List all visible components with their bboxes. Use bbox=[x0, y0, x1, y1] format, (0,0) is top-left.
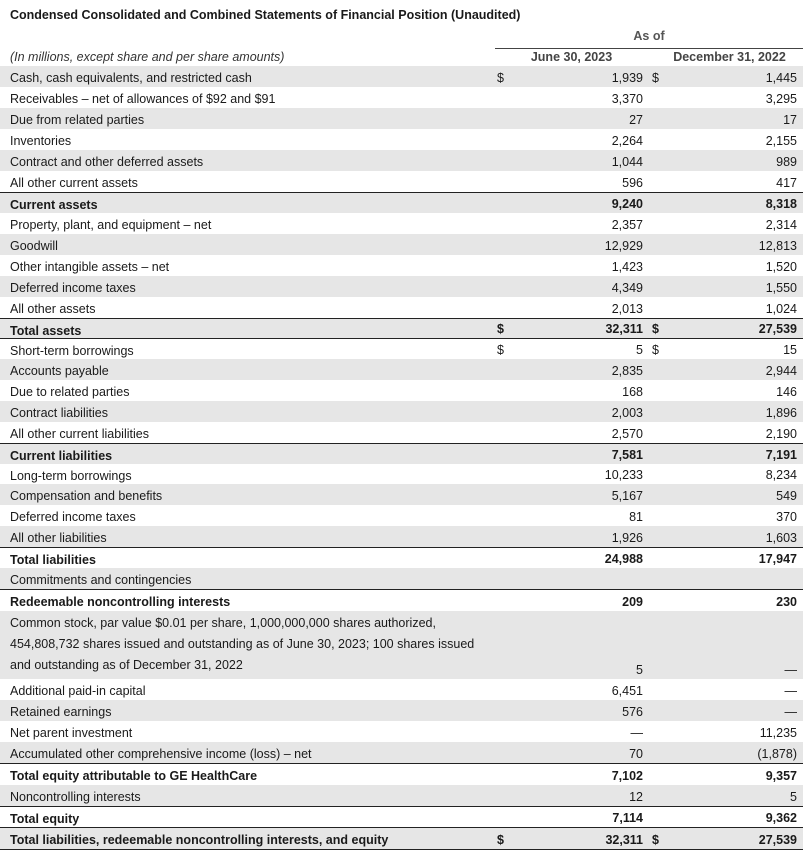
currency-symbol-june: $ bbox=[497, 322, 504, 336]
row-values bbox=[0, 466, 803, 482]
row-label: Deferred income taxes bbox=[10, 281, 136, 295]
currency-symbol-dec: $ bbox=[652, 322, 659, 336]
row-label: Redeemable noncontrolling interests bbox=[10, 595, 231, 609]
row-values bbox=[0, 593, 803, 609]
row-label: Accounts payable bbox=[10, 364, 109, 378]
value-june-2023: 12 bbox=[629, 790, 643, 804]
currency-symbol-dec: $ bbox=[652, 71, 659, 85]
row-values bbox=[0, 341, 803, 357]
currency-symbol-june: $ bbox=[497, 833, 504, 847]
row-label: Deferred income taxes bbox=[10, 510, 136, 524]
value-dec-2022: 27,539 bbox=[758, 833, 797, 847]
table-row bbox=[0, 785, 803, 806]
row-label: Long-term borrowings bbox=[10, 469, 132, 483]
row-label: All other current liabilities bbox=[10, 427, 149, 441]
value-dec-2022: 11,235 bbox=[759, 726, 797, 740]
value-june-2023: 2,264 bbox=[611, 134, 643, 148]
row-values bbox=[0, 216, 803, 232]
row-values bbox=[0, 69, 803, 85]
value-dec-2022: 3,295 bbox=[765, 92, 797, 106]
currency-symbol-june: $ bbox=[497, 71, 504, 85]
row-values bbox=[0, 404, 803, 420]
value-june-2023: 576 bbox=[622, 705, 643, 719]
value-june-2023: 4,349 bbox=[611, 281, 643, 295]
row-label: Receivables – net of allowances of $92 and $91 bbox=[10, 92, 276, 106]
row-values bbox=[0, 279, 803, 295]
row-values bbox=[0, 767, 803, 783]
row-values bbox=[0, 132, 803, 148]
row-label: Cash, cash equivalents, and restricted cash bbox=[10, 71, 252, 85]
value-dec-2022: — bbox=[784, 684, 797, 698]
row-values bbox=[0, 703, 803, 719]
row-label: Compensation and benefits bbox=[10, 489, 163, 503]
row-values bbox=[0, 174, 803, 190]
value-dec-2022: 2,944 bbox=[765, 364, 797, 378]
row-label: Noncontrolling interests bbox=[10, 790, 141, 804]
column-header-june-2023: June 30, 2023 bbox=[530, 50, 613, 64]
column-header-dec-2022: December 31, 2022 bbox=[673, 50, 786, 64]
table-row bbox=[0, 234, 803, 255]
row-label: Current assets bbox=[10, 198, 98, 212]
statement-title: Condensed Consolidated and Combined Statements of Financial Position (Unaudited) bbox=[10, 8, 521, 22]
row-values bbox=[0, 362, 803, 378]
table-row bbox=[0, 547, 803, 568]
row-label: Total liabilities bbox=[10, 553, 96, 567]
row-label: Common stock, par value $0.01 per share, 1,000,000,000 shares authorized, 454,808,732 shares issued and outstanding as of June 30, 2023; 100 shares issued and outstanding as of December 31, 2022 bbox=[10, 616, 475, 672]
value-june-2023: 32,311 bbox=[605, 833, 643, 847]
value-june-2023: 24,988 bbox=[604, 552, 643, 566]
row-label: All other assets bbox=[10, 302, 96, 316]
table-row bbox=[0, 484, 803, 505]
table-row bbox=[0, 721, 803, 742]
value-dec-2022: 9,362 bbox=[765, 811, 797, 825]
table-row bbox=[0, 464, 803, 484]
value-dec-2022: — bbox=[784, 705, 797, 719]
value-june-2023: 1,044 bbox=[611, 155, 643, 169]
row-label: Other intangible assets – net bbox=[10, 260, 170, 274]
value-dec-2022: 2,155 bbox=[765, 134, 797, 148]
value-dec-2022: 230 bbox=[776, 595, 797, 609]
table-row bbox=[0, 679, 803, 700]
value-dec-2022: 417 bbox=[776, 176, 797, 190]
value-june-2023: 9,240 bbox=[611, 197, 643, 211]
value-june-2023: 2,570 bbox=[611, 427, 643, 441]
currency-symbol-dec: $ bbox=[652, 833, 659, 847]
value-june-2023: 168 bbox=[622, 385, 643, 399]
table-row bbox=[0, 742, 803, 763]
value-june-2023: 1,423 bbox=[611, 260, 643, 274]
value-dec-2022: 5 bbox=[790, 790, 797, 804]
value-june-2023: 32,311 bbox=[605, 322, 643, 336]
value-june-2023: 209 bbox=[622, 595, 643, 609]
value-dec-2022: (1,878) bbox=[757, 747, 797, 761]
column-header-row bbox=[0, 48, 803, 67]
table-row bbox=[0, 380, 803, 401]
row-values bbox=[0, 383, 803, 399]
units-label: (In millions, except share and per share amounts) bbox=[10, 50, 285, 64]
value-dec-2022: 15 bbox=[783, 343, 797, 357]
table-row bbox=[0, 401, 803, 422]
row-label: Due to related parties bbox=[10, 385, 130, 399]
table-row bbox=[0, 297, 803, 318]
row-label: All other liabilities bbox=[10, 531, 107, 545]
row-label: Net parent investment bbox=[10, 726, 133, 740]
row-values bbox=[0, 446, 803, 462]
value-june-2023: 5,167 bbox=[611, 489, 643, 503]
row-values bbox=[0, 153, 803, 169]
row-values bbox=[0, 788, 803, 804]
value-june-2023: 81 bbox=[629, 510, 643, 524]
row-label: Total liabilities, redeemable noncontrolling interests, and equity bbox=[10, 833, 389, 847]
as-of-header: As of bbox=[495, 29, 803, 49]
currency-symbol-june: $ bbox=[497, 343, 504, 357]
row-label: Contract and other deferred assets bbox=[10, 155, 204, 169]
table-row bbox=[0, 87, 803, 108]
value-dec-2022: 2,190 bbox=[765, 427, 797, 441]
value-dec-2022: 1,024 bbox=[765, 302, 797, 316]
currency-symbol-dec: $ bbox=[652, 343, 659, 357]
table-row bbox=[0, 339, 803, 359]
row-values bbox=[0, 90, 803, 106]
row-values bbox=[0, 745, 803, 761]
row-label: Total equity bbox=[10, 812, 80, 826]
value-dec-2022: — bbox=[784, 663, 797, 677]
value-june-2023: 70 bbox=[629, 747, 643, 761]
table-row bbox=[0, 359, 803, 380]
row-label: Accumulated other comprehensive income (loss) – net bbox=[10, 747, 312, 761]
row-values bbox=[0, 111, 803, 127]
value-dec-2022: 12,813 bbox=[758, 239, 797, 253]
row-values bbox=[0, 508, 803, 524]
value-june-2023: 7,581 bbox=[611, 448, 643, 462]
value-june-2023: 1,939 bbox=[611, 71, 643, 85]
value-june-2023: 2,835 bbox=[611, 364, 643, 378]
table-row bbox=[0, 192, 803, 213]
value-june-2023: 7,102 bbox=[611, 769, 643, 783]
row-values bbox=[0, 571, 803, 587]
row-label: Inventories bbox=[10, 134, 72, 148]
value-june-2023: — bbox=[630, 726, 643, 740]
row-values bbox=[0, 425, 803, 441]
row-label: Total assets bbox=[10, 324, 82, 338]
table-row bbox=[0, 255, 803, 276]
table-row bbox=[0, 568, 803, 589]
row-label: Total equity attributable to GE HealthCare bbox=[10, 769, 258, 783]
row-label: All other current assets bbox=[10, 176, 138, 190]
row-values bbox=[0, 831, 803, 847]
row-values bbox=[0, 550, 803, 566]
value-dec-2022: 8,318 bbox=[765, 197, 797, 211]
row-values bbox=[0, 320, 803, 336]
table-row bbox=[0, 129, 803, 150]
value-june-2023: 10,233 bbox=[604, 468, 643, 482]
row-label: Commitments and contingencies bbox=[10, 573, 192, 587]
table-row bbox=[0, 66, 803, 87]
row-values bbox=[0, 809, 803, 825]
row-values bbox=[0, 682, 803, 698]
row-values bbox=[0, 724, 803, 740]
row-label: Due from related parties bbox=[10, 113, 145, 127]
row-values bbox=[0, 661, 803, 677]
value-dec-2022: 1,603 bbox=[765, 531, 797, 545]
row-label: Property, plant, and equipment – net bbox=[10, 218, 212, 232]
value-june-2023: 27 bbox=[629, 113, 643, 127]
table-row bbox=[0, 276, 803, 297]
balance-sheet-table bbox=[0, 66, 803, 850]
row-label: Retained earnings bbox=[10, 705, 112, 719]
value-june-2023: 2,357 bbox=[611, 218, 643, 232]
table-row bbox=[0, 150, 803, 171]
row-label: Short-term borrowings bbox=[10, 344, 134, 358]
row-values bbox=[0, 195, 803, 211]
table-row bbox=[0, 526, 803, 547]
value-dec-2022: 1,520 bbox=[765, 260, 797, 274]
row-values bbox=[0, 487, 803, 503]
value-dec-2022: 989 bbox=[776, 155, 797, 169]
value-june-2023: 5 bbox=[636, 343, 643, 357]
table-row bbox=[0, 171, 803, 192]
value-june-2023: 2,003 bbox=[611, 406, 643, 420]
value-dec-2022: 146 bbox=[776, 385, 797, 399]
value-june-2023: 7,114 bbox=[612, 811, 643, 825]
row-label: Additional paid-in capital bbox=[10, 684, 146, 698]
table-row bbox=[0, 443, 803, 464]
value-june-2023: 5 bbox=[636, 663, 643, 677]
table-row bbox=[0, 589, 803, 611]
value-june-2023: 3,370 bbox=[611, 92, 643, 106]
value-june-2023: 12,929 bbox=[604, 239, 643, 253]
value-dec-2022: 370 bbox=[776, 510, 797, 524]
value-june-2023: 2,013 bbox=[611, 302, 643, 316]
value-dec-2022: 17,947 bbox=[758, 552, 797, 566]
value-dec-2022: 1,445 bbox=[765, 71, 797, 85]
value-dec-2022: 2,314 bbox=[765, 218, 797, 232]
table-row bbox=[0, 505, 803, 526]
table-row bbox=[0, 108, 803, 129]
value-june-2023: 596 bbox=[622, 176, 643, 190]
row-values bbox=[0, 300, 803, 316]
row-label: Current liabilities bbox=[10, 449, 113, 463]
row-values bbox=[0, 529, 803, 545]
value-dec-2022: 8,234 bbox=[765, 468, 797, 482]
table-row bbox=[0, 213, 803, 234]
value-dec-2022: 17 bbox=[783, 113, 797, 127]
value-june-2023: 6,451 bbox=[611, 684, 643, 698]
value-dec-2022: 9,357 bbox=[765, 769, 797, 783]
value-dec-2022: 7,191 bbox=[765, 448, 797, 462]
value-dec-2022: 549 bbox=[776, 489, 797, 503]
table-row bbox=[0, 763, 803, 785]
row-label: Goodwill bbox=[10, 239, 58, 253]
row-values bbox=[0, 258, 803, 274]
value-dec-2022: 1,550 bbox=[765, 281, 797, 295]
table-row bbox=[0, 806, 803, 827]
table-row bbox=[0, 422, 803, 443]
value-dec-2022: 1,896 bbox=[765, 406, 797, 420]
value-dec-2022: 27,539 bbox=[758, 322, 797, 336]
table-row bbox=[0, 700, 803, 721]
row-values bbox=[0, 237, 803, 253]
table-row bbox=[0, 611, 803, 679]
table-row bbox=[0, 827, 803, 850]
row-label: Contract liabilities bbox=[10, 406, 108, 420]
value-june-2023: 1,926 bbox=[611, 531, 643, 545]
table-row bbox=[0, 318, 803, 339]
